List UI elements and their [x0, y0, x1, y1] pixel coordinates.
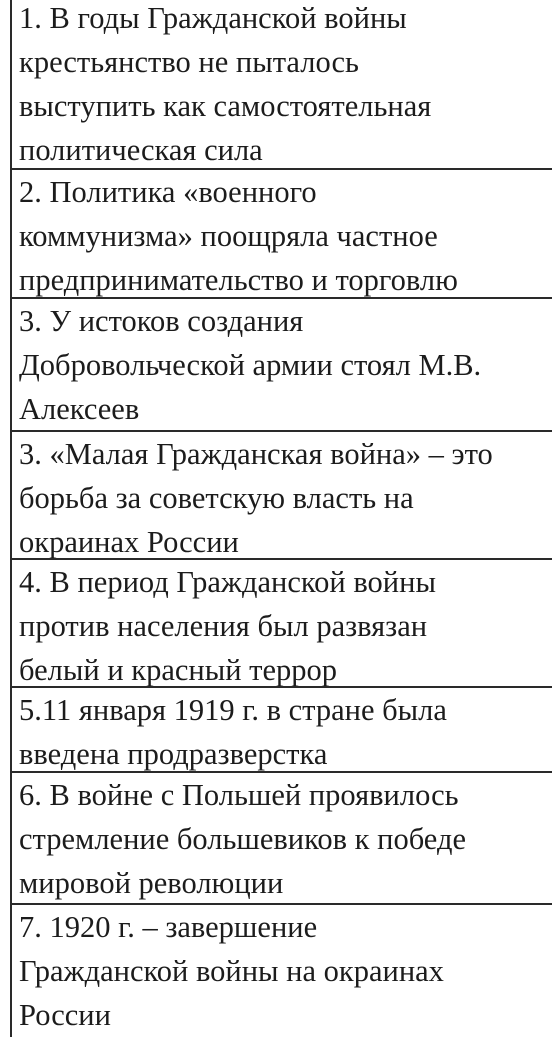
statement-row-6: [10, 686, 552, 776]
statement-line: предпринимательство и торговлю: [19, 263, 458, 297]
statement-line: 7. 1920 г. – завершение: [19, 910, 318, 944]
statement-line: 1. В годы Гражданской войны: [19, 1, 407, 35]
statement-row-1: [10, 0, 552, 172]
statement-row-2: [10, 168, 552, 302]
statement-line: 3. «Малая Гражданская война» – это: [19, 437, 493, 471]
statement-line: политическая сила: [19, 133, 263, 167]
statement-line: выступить как самостоятельная: [19, 89, 432, 123]
statement-line: крестьянство не пыталось: [19, 45, 359, 79]
statement-line: 4. В период Гражданской войны: [19, 565, 436, 599]
statement-line: России: [19, 998, 111, 1032]
statement-line: борьба за советскую власть на: [19, 481, 414, 515]
statement-line: 6. В войне с Польшей проявилось: [19, 778, 459, 812]
statement-row-3: [10, 297, 552, 431]
statement-line: окраинах России: [19, 525, 239, 559]
statement-line: введена продразверстка: [19, 737, 328, 771]
statement-row-7: [10, 771, 552, 905]
statement-line: Алексеев: [19, 392, 140, 426]
statement-line: стремление большевиков к победе: [19, 822, 467, 856]
statement-line: Добровольческой армии стоял М.В.: [19, 348, 482, 382]
statement-line: белый и красный террор: [19, 653, 338, 687]
statement-line: коммунизма» поощряла частное: [19, 219, 438, 253]
statement-row-4: [10, 430, 552, 564]
statement-line: Гражданской войны на окраинах: [19, 954, 444, 988]
statement-line: против населения был развязан: [19, 609, 428, 643]
statement-row-5: [10, 558, 552, 692]
statement-line: 3. У истоков создания: [19, 304, 304, 338]
statement-line: 2. Политика «военного: [19, 175, 317, 209]
statement-line: 5.11 января 1919 г. в стране была: [19, 693, 447, 727]
statement-row-8: [10, 903, 552, 1037]
statement-line: мировой революции: [19, 866, 284, 900]
